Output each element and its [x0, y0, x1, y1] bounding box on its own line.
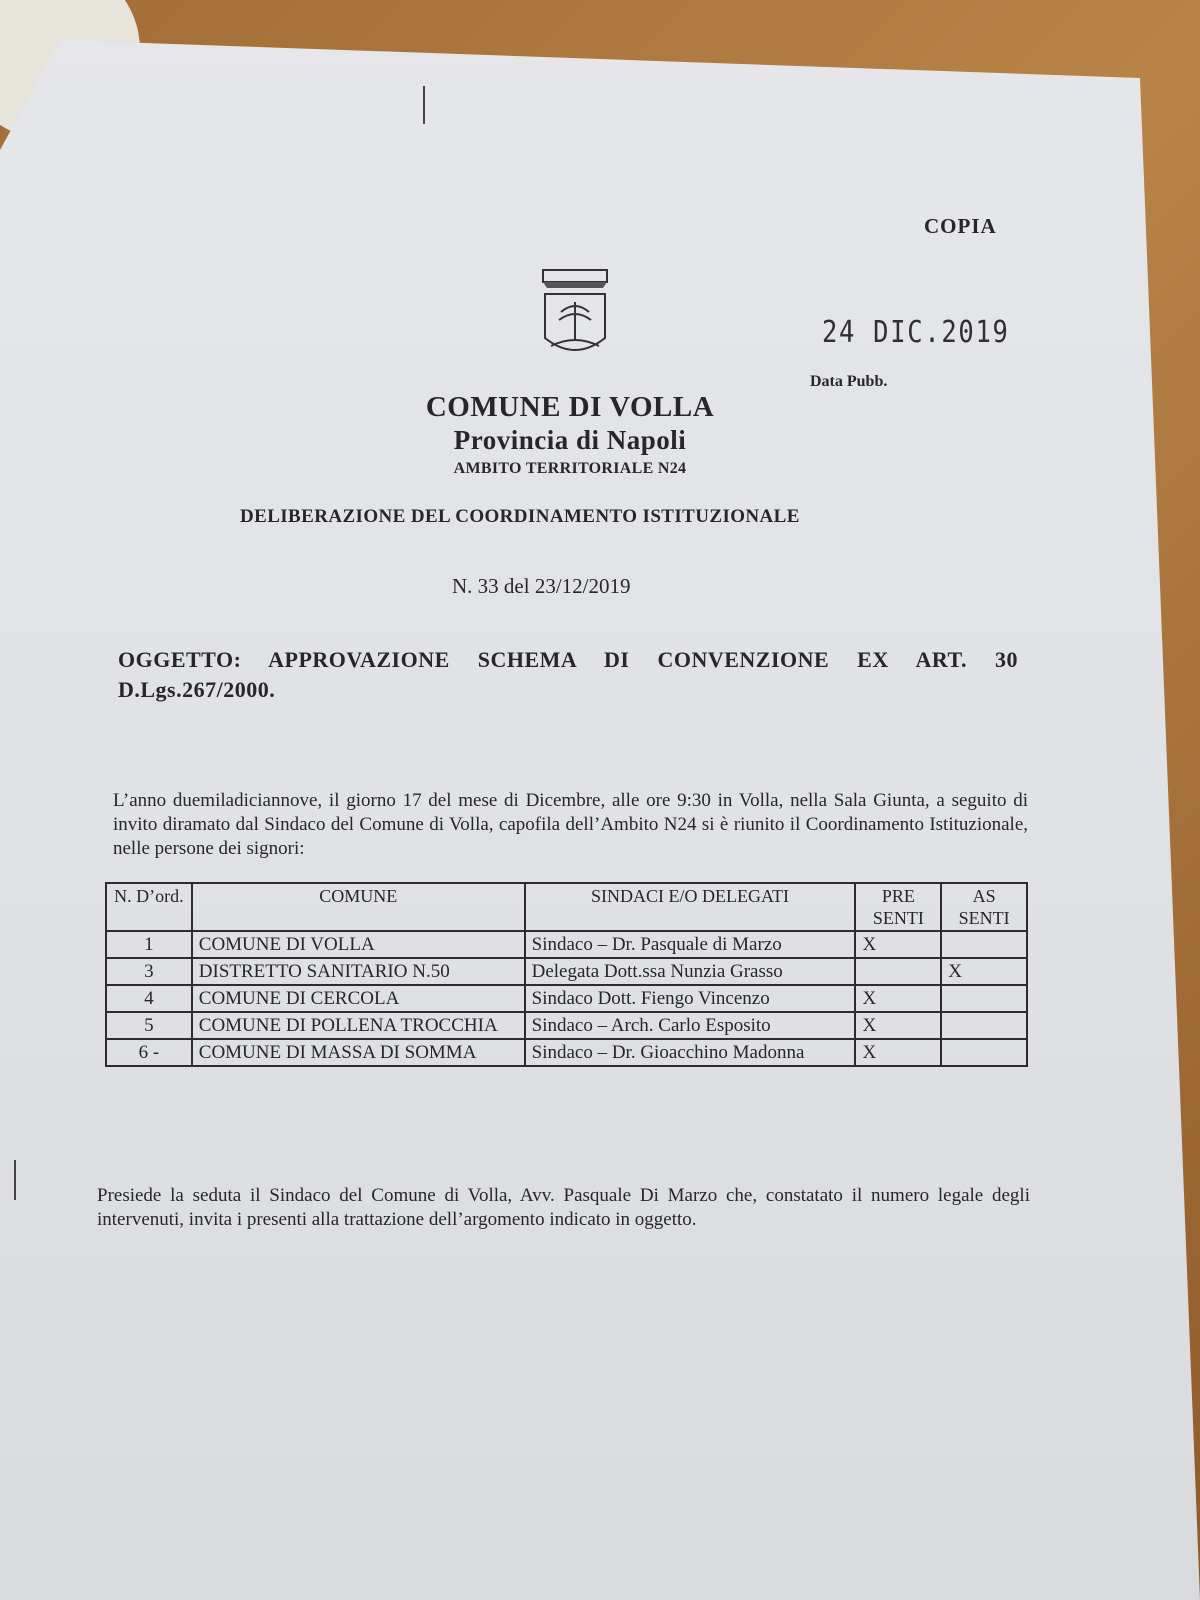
publication-stamp-date: 24 DIC.2019	[822, 315, 1010, 350]
column-header-number: N. D’ord.	[106, 883, 192, 931]
row-comune: COMUNE DI MASSA DI SOMMA	[192, 1039, 525, 1066]
row-comune: COMUNE DI VOLLA	[192, 931, 525, 958]
row-comune: COMUNE DI CERCOLA	[192, 985, 525, 1012]
document-type-title: DELIBERAZIONE DEL COORDINAMENTO ISTITUZIONALE	[240, 506, 800, 527]
column-header-presenti: PRE SENTI	[855, 883, 941, 931]
row-assente	[941, 1012, 1027, 1039]
row-delegato: Sindaco – Dr. Gioacchino Madonna	[525, 1039, 856, 1066]
row-number: 5	[106, 1012, 192, 1039]
table-row	[106, 1012, 1027, 1039]
attendance-table	[105, 882, 1028, 1067]
row-delegato: Sindaco Dott. Fiengo Vincenzo	[525, 985, 856, 1012]
table-row	[106, 985, 1027, 1012]
territorial-area: AMBITO TERRITORIALE N24	[453, 460, 687, 477]
row-number: 1	[106, 931, 192, 958]
row-comune: DISTRETTO SANITARIO N.50	[192, 958, 525, 985]
row-number: 4	[106, 985, 192, 1012]
publication-date-label: Data Pubb.	[810, 373, 888, 390]
row-assente	[941, 931, 1027, 958]
resolution-subject: OGGETTO: APPROVAZIONE SCHEMA DI CONVENZIONE EX ART. 30 D.Lgs.267/2000.	[118, 647, 1018, 702]
row-delegato: Sindaco – Arch. Carlo Esposito	[525, 1012, 856, 1039]
row-assente	[941, 1039, 1027, 1066]
table-row	[106, 931, 1027, 958]
column-header-delegati: SINDACI E/O DELEGATI	[525, 883, 856, 931]
table-row	[106, 958, 1027, 985]
row-assente: X	[941, 958, 1027, 985]
scan-artifact-line	[423, 86, 425, 124]
row-presente: X	[855, 931, 941, 958]
table-row	[106, 1039, 1027, 1066]
row-presente	[855, 958, 941, 985]
scan-artifact-line	[14, 1160, 16, 1200]
province-name: Provincia di Napoli	[453, 425, 687, 455]
closing-paragraph: Presiede la seduta il Sindaco del Comune di Volla, Avv. Pasquale Di Marzo che, constatato il numero legale degli intervenuti, invita i presenti alla trattazione dell’argomento indicato in oggetto.	[97, 1185, 1030, 1230]
table-header-row	[106, 883, 1027, 931]
row-presente: X	[855, 1012, 941, 1039]
row-comune: COMUNE DI POLLENA TROCCHIA	[192, 1012, 525, 1039]
row-number: 3	[106, 958, 192, 985]
row-assente	[941, 985, 1027, 1012]
resolution-number: N. 33 del 23/12/2019	[452, 574, 631, 598]
row-delegato: Delegata Dott.ssa Nunzia Grasso	[525, 958, 856, 985]
row-presente: X	[855, 985, 941, 1012]
column-header-assenti: AS SENTI	[941, 883, 1027, 931]
copy-label: COPIA	[924, 214, 997, 238]
row-number: 6 -	[106, 1039, 192, 1066]
row-presente: X	[855, 1039, 941, 1066]
column-header-comune: COMUNE	[192, 883, 525, 931]
row-delegato: Sindaco – Dr. Pasquale di Marzo	[525, 931, 856, 958]
meeting-intro-paragraph: L’anno duemiladiciannove, il giorno 17 del mese di Dicembre, alle ore 9:30 in Volla, nella Sala Giunta, a seguito di invito diramato dal Sindaco del Comune di Volla, capofila dell’Ambito N24 si è riunito il Coordinamento Istituzionale, nelle persone dei signori:	[113, 790, 1028, 859]
municipality-name: COMUNE DI VOLLA	[425, 391, 715, 423]
municipal-crest-icon	[535, 268, 615, 364]
